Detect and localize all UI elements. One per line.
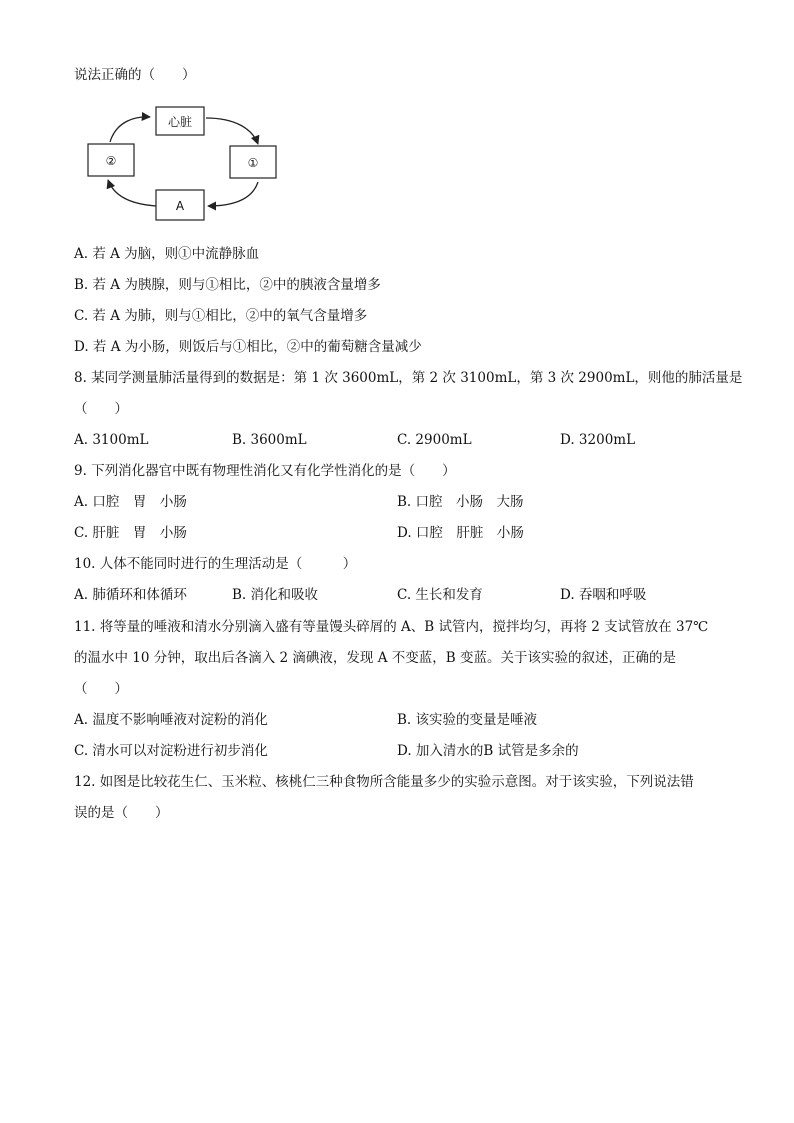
- heart-label: 心脏: [167, 115, 193, 129]
- q9-option-b: B. 口腔 小肠 大肠: [397, 494, 524, 510]
- q8-stem-line1: 8. 某同学测量肺活量得到的数据是：第 1 次 3600mL，第 2 次 3100mL，第 3 次 2900mL，则他的肺活量是: [74, 370, 743, 386]
- q8-stem-line2: （ ）: [74, 401, 128, 417]
- node-1-label: ①: [247, 156, 259, 170]
- node-1: [230, 146, 276, 178]
- q7-option-a: A. 若 A 为脑，则①中流静脉血: [74, 246, 260, 262]
- q10-stem: 10. 人体不能同时进行的生理活动是（ ）: [74, 556, 357, 572]
- q10-option-a: A. 肺循环和体循环: [74, 587, 187, 603]
- q11-stem-line2: 的温水中 10 分钟，取出后各滴入 2 滴碘液，发现 A 不变蓝，B 变蓝。关于该实验的叙述，正确的是: [74, 650, 676, 666]
- q11-option-b: B. 该实验的变量是唾液: [397, 712, 538, 728]
- node-A: [156, 190, 204, 220]
- q8-option-a: A. 3100mL: [74, 432, 149, 448]
- q11-stem-line3: （ ）: [74, 681, 128, 697]
- node-A-label: A: [175, 199, 185, 213]
- q8-option-d: D. 3200mL: [560, 432, 636, 448]
- heart-node: [156, 107, 204, 135]
- q7-option-c: C. 若 A 为肺，则与①相比，②中的氧气含量增多: [74, 308, 368, 324]
- arrow-1-to-A: [208, 182, 258, 206]
- q11-stem-line1: 11. 将等量的唾液和清水分别滴入盛有等量馒头碎屑的 A、B 试管内，搅拌均匀，再将 2 支试管放在 37℃: [74, 619, 709, 635]
- q11-option-d: D. 加入清水的B 试管是多余的: [397, 743, 579, 759]
- node-2: [88, 144, 134, 176]
- q9-option-a: A. 口腔 胃 小肠: [74, 494, 187, 510]
- q10-option-d: D. 吞咽和呼吸: [560, 587, 647, 603]
- q9-stem: 9. 下列消化器官中既有物理性消化又有化学性消化的是（ ）: [74, 463, 456, 479]
- q10-option-c: C. 生长和发育: [397, 587, 483, 603]
- q9-option-c: C. 肝脏 胃 小肠: [74, 525, 187, 541]
- q11-option-a: A. 温度不影响唾液对淀粉的消化: [74, 712, 268, 728]
- node-2-label: ②: [105, 154, 117, 168]
- arrow-2-to-heart: [110, 117, 150, 142]
- q8-option-c: C. 2900mL: [397, 432, 472, 448]
- q12-stem-line2: 误的是（ ）: [74, 805, 169, 821]
- q8-option-b: B. 3600mL: [232, 432, 307, 448]
- arrow-A-to-2: [108, 180, 156, 206]
- q10-option-b: B. 消化和吸收: [232, 587, 319, 603]
- q9-option-d: D. 口腔 肝脏 小肠: [397, 525, 524, 541]
- circulation-diagram: [84, 104, 314, 228]
- q12-stem-line1: 12. 如图是比较花生仁、玉米粒、核桃仁三种食物所含能量多少的实验示意图。对于该实验，下列说法错: [74, 774, 694, 790]
- arrow-heart-to-1: [206, 118, 258, 144]
- q7-option-d: D. 若 A 为小肠，则饭后与①相比，②中的葡萄糖含量减少: [74, 339, 422, 355]
- q11-option-c: C. 清水可以对淀粉进行初步消化: [74, 743, 268, 759]
- q7-option-b: B. 若 A 为胰腺，则与①相比，②中的胰液含量增多: [74, 277, 381, 293]
- q7-stem-tail: 说法正确的（ ）: [74, 67, 196, 83]
